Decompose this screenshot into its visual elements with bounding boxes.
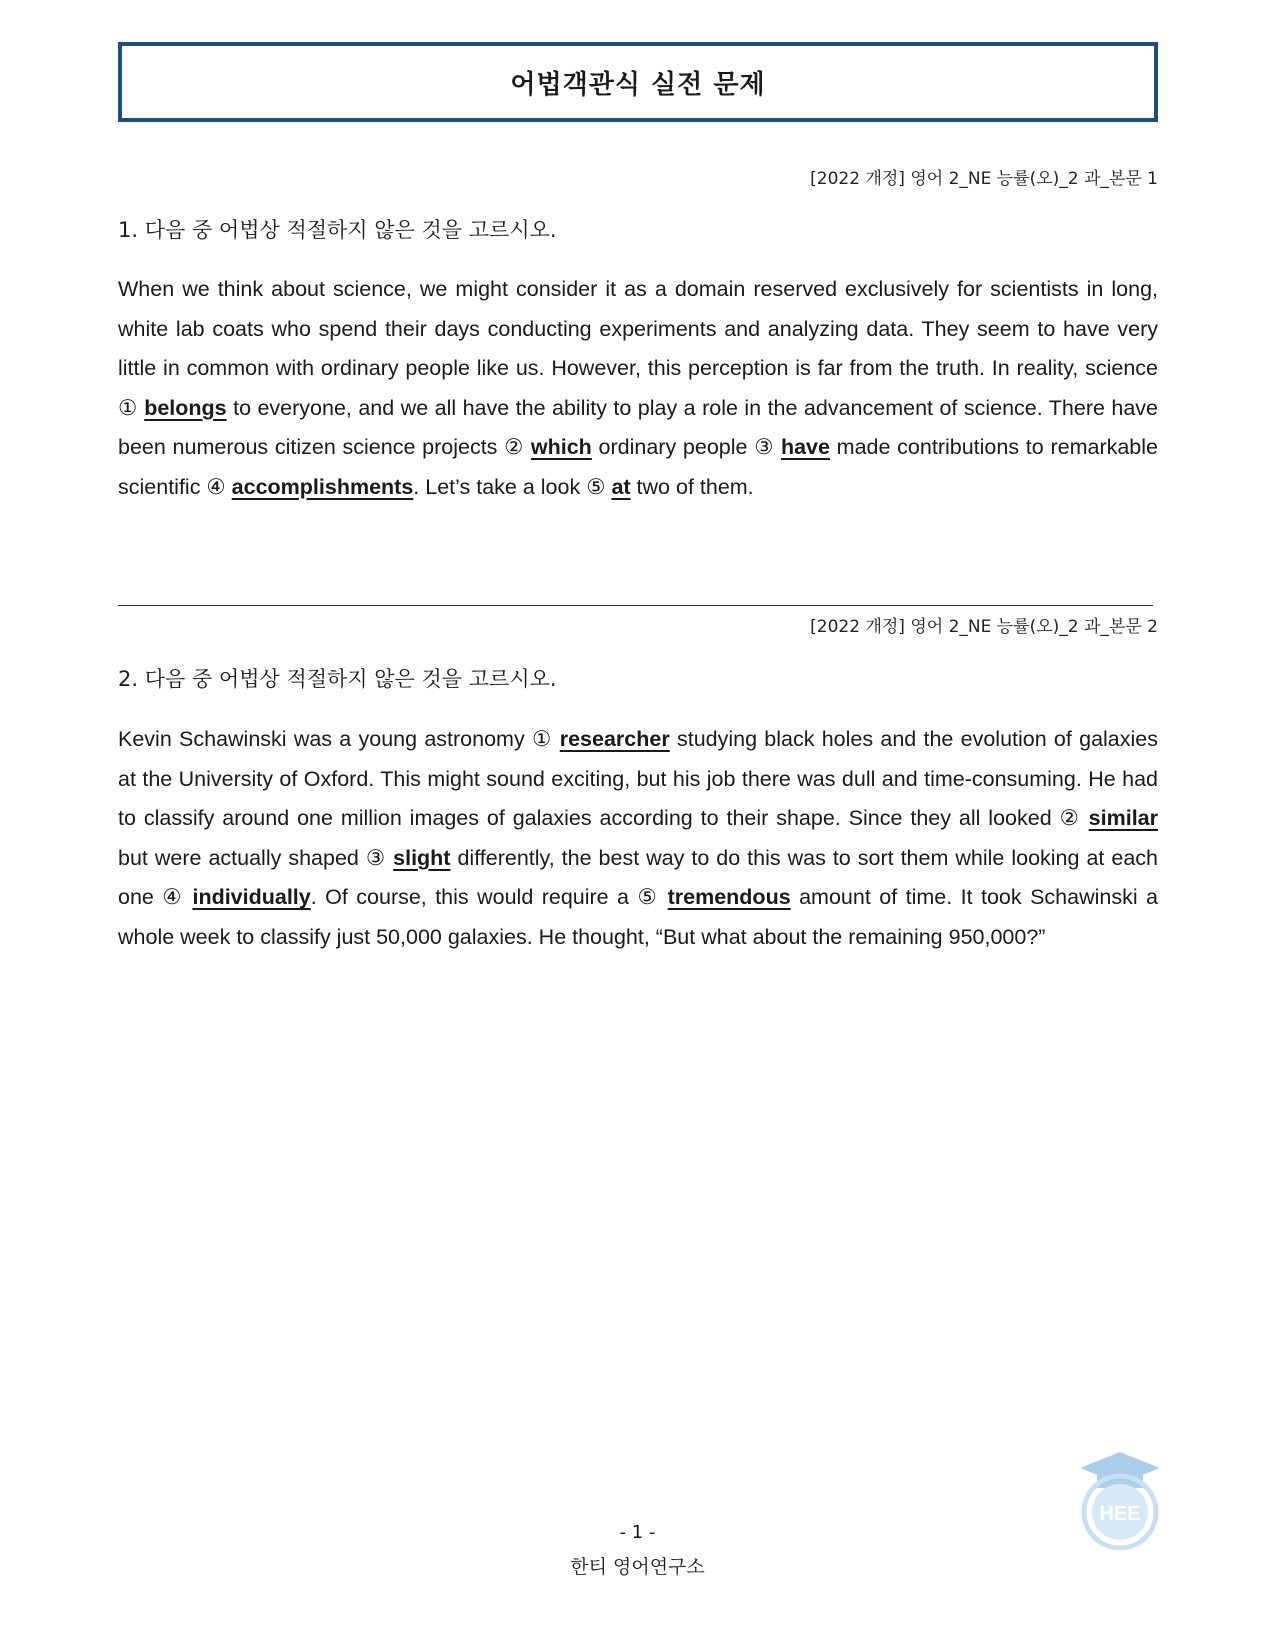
passage-text: differently, the best way to do this was to sort them while looking at each one ④ <box>118 845 1158 909</box>
grammar-target-word: tremendous <box>667 885 791 909</box>
grammar-target-word: at <box>611 474 631 499</box>
passage-text: amount of time. It took Schawinski a whole week to classify just 50,000 galaxies. He thought, “But what about the remaining 950,000?” <box>118 885 1158 949</box>
passage-text: . Of course, this would require a ⑤ <box>310 885 668 909</box>
page-title: 어법객관식 실전 문제 <box>510 69 766 100</box>
grammar-target-word: individually <box>192 885 311 909</box>
passage-text: Kevin Schawinski was a young astronomy ① <box>118 727 560 751</box>
graduation-cap-icon <box>1080 1452 1160 1488</box>
grammar-target-word: have <box>780 435 830 459</box>
passage-text: . Let’s take a look ⑤ <box>413 474 612 499</box>
passage-text: two of them. <box>630 474 754 499</box>
passage-text: When we think about science, we might consider it as a domain reserved exclusively for scientists in long, white lab coats who spend their days conducting experiments and analyzing data. They seem to have very little in common with ordinary people like us. However, this perception is far from the truth. In reality, science ① <box>118 277 1158 420</box>
grammar-target-word: which <box>530 435 592 459</box>
passage-text: made contributions to remarkable scientific ④ <box>118 435 1159 499</box>
grammar-target-word: researcher <box>559 727 670 751</box>
passage-text: to everyone, and we all have the ability to play a role in the advancement of science. There have been numerous citizen science projects ② <box>118 395 1159 459</box>
logo-text: HEE <box>1099 1503 1141 1525</box>
question-1-prompt: 1. 다음 중 어법상 적절하지 않은 것을 고르시오. <box>118 218 557 242</box>
question-1-source: [2022 개정] 영어 2_NE 능률(오)_2 과_본문 1 <box>810 169 1158 189</box>
grammar-target-word: belongs <box>144 395 227 420</box>
passage-text: but were actually shaped ③ <box>118 845 394 870</box>
question-2-prompt: 2. 다음 중 어법상 적절하지 않은 것을 고르시오. <box>118 667 557 691</box>
passage-text: ordinary people ③ <box>591 435 781 459</box>
grammar-target-word: accomplishments <box>231 474 414 499</box>
publisher-name: 한티 영어연구소 <box>570 1556 705 1578</box>
grammar-target-word: slight <box>393 845 451 870</box>
section-divider <box>118 605 1153 606</box>
publisher-logo <box>1075 1450 1165 1550</box>
question-2-passage <box>118 720 1158 957</box>
question-2-source: [2022 개정] 영어 2_NE 능률(오)_2 과_본문 2 <box>810 617 1158 637</box>
title-box <box>118 42 1158 122</box>
question-1-passage <box>118 270 1158 507</box>
passage-text: studying black holes and the evolution of galaxies at the University of Oxford. This might sound exciting, but his job there was dull and time-consuming. He had to classify around one million images of galaxies according to their shape. Since they all looked ② <box>118 727 1158 830</box>
grammar-target-word: similar <box>1088 806 1158 830</box>
page-number: - 1 - <box>619 1522 656 1543</box>
